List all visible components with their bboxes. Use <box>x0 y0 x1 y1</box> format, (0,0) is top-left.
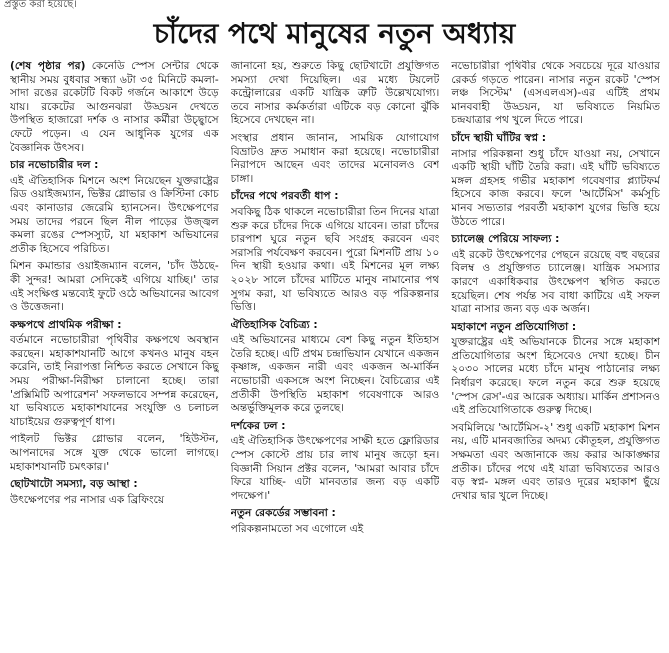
paragraph-text: পাইলট ভিক্টর গ্লোভার বলেন, 'হিউস্টন, আপনাদের সঙ্গে যুক্ত থেকে ভালো লাগছে। মহাকাশযানটি চমৎকার।' <box>10 433 219 473</box>
paragraph-text: সবকিছু ঠিক থাকলে নভোচারীরা তিন দিনের যাত্রা শুরু করে চাঁদের দিকে এগিয়ে যাবেন। তারা চাঁদের চারপাশ ঘুরে নতুন ছবি সংগ্রহ করবেন এবং সরাসরি পর্যবেক্ষণ করবেন। পুরো মিশনটি প্রায় ১০ দিন স্থায়ী হওয়ার কথা। এই মিশনের মূল লক্ষ্য ২০২৮ সালে চাঁদের মাটিতে মানুষ নামানোর পথ সুগম করা, যা ভবিষ্যতে আরও বড় পরিকল্পনার ভিত্তি। <box>230 205 440 314</box>
paragraph <box>451 60 660 128</box>
paragraph-text: সবমিলিয়ে 'আর্টেমিস-২' শুধু একটি মহাকাশ মিশন নয়, এটি মানবজাতির অদম্য কৌতূহল, প্রযুক্তিগত সক্ষমতা এবং অজানাকে জয় করার আকাঙ্ক্ষার প্রতীক। চাঁদের পথে এই যাত্রা ভবিষ্যতের আরও বড় স্বপ্ন- মঙ্গল এবং তারও দূরের মহাকাশ ছুঁয়ে দেখার দ্বার খুলে দিচ্ছে। <box>451 421 661 502</box>
paragraph <box>10 260 219 314</box>
paragraph <box>231 60 440 128</box>
subheading: কক্ষপথে প্রাথমিক পরীক্ষা : <box>10 318 122 331</box>
paragraph <box>451 249 660 317</box>
continued-from-label: (শেষ পৃষ্ঠার পর) <box>10 60 86 72</box>
paragraph-text: এই ঐতিহাসিক মিশনে অংশ নিয়েছেন যুক্তরাষ্ট্রের রিড ওয়াইজম্যান, ভিক্টর গ্লোভার ও ক্রিস্টিনা কোচ এবং কানাডার জেরেমি হ্যানসেন। উৎক্ষেপণের সময় তাদের পরনে ছিল নীল পাড়ের উজ্জ্বল কমলা রঙের স্পেসস্যুট, যা মহাকাশ অভিযানের প্রতীক হিসেবে পরিচিত। <box>10 174 219 255</box>
subheading: চাঁদে স্থায়ী ঘাঁটির স্বপ্ন : <box>451 131 546 144</box>
previous-article-text: প্রস্তুত করা হয়েছে। <box>4 0 77 10</box>
subheading: নতুন রেকর্ডের সম্ভাবনা : <box>230 507 336 520</box>
column-2 <box>231 60 440 650</box>
subheading: ঐতিহাসিক বৈচিত্র্য : <box>230 318 318 331</box>
paragraph <box>10 60 219 155</box>
subheading: দর্শকের ঢল : <box>230 419 286 432</box>
paragraph-text: পরিকল্পনামতো সব এগোলে এই <box>230 523 364 535</box>
subheading: চ্যালেঞ্জ পেরিয়ে সাফল্য : <box>451 233 560 246</box>
paragraph-text: নাসার পরিকল্পনা শুধু চাঁদে যাওয়া নয়, সেখানে একটি স্থায়ী ঘাঁটি তৈরি করা। এই ঘাঁটি ভবিষ্যতে মঙ্গল গ্রহসহ গভীর মহাকাশ গবেষণার প্ল্যাটফর্ম হিসেবে কাজ করবে। ফলে 'আর্টেমিস' কর্মসূচি মানব সভ্যতার পরবর্তী মহাকাশ যুগের ভিত্তি হয়ে উঠতে পারে। <box>451 147 661 228</box>
paragraph-text: যুক্তরাষ্ট্রের এই অভিযানকে চীনের সঙ্গে মহাকাশ প্রতিযোগিতার অংশ হিসেবেও দেখা হচ্ছে। চীন ২০৩০ সালের মধ্যে চাঁদে মানুষ পাঠানোর লক্ষ্য নির্ধারণ করেছে। ফলে নতুন করে শুরু হয়েছে 'স্পেস রেস'-এর আরেক অধ্যায়। মার্কিন প্রশাসনও এই প্রতিযোগিতাকে গুরুত্ব দিচ্ছে। <box>451 336 661 417</box>
paragraph <box>231 435 440 503</box>
paragraph <box>451 422 660 504</box>
paragraph-text: বর্তমানে নভোচারীরা পৃথিবীর কক্ষপথে অবস্থান করছেন। মহাকাশযানটি আগে কখনও মানুষ বহন করেনি, তাই নিরাপত্তা নিশ্চিত করতে সেখানে কিছু সময় পরীক্ষা-নিরীক্ষা চালানো হচ্ছে। তারা 'প্রক্সিমিটি অপারেশন' সফলভাবে সম্পন্ন করেছেন, যা ভবিষ্যতে মহাকাশযানের সংযুক্তি ও চলাচল যাচাইয়ের গুরুত্বপূর্ণ ধাপ। <box>10 334 219 428</box>
paragraph-text: উৎক্ষেপণের পর নাসার এক ব্রিফিংয়ে <box>10 493 165 506</box>
paragraph-text: এই রকেট উৎক্ষেপণের পেছনে রয়েছে বহু বছরের বিলম্ব ও প্রযুক্তিগত চ্যালেঞ্জ। যান্ত্রিক সমস্যার কারণে একাধিকবার উৎক্ষেপণ স্থগিত করতে হয়েছিল। শেষ পর্যন্ত সব বাধা কাটিয়ে এই সফল যাত্রা নাসার জন্য বড় এক অর্জন। <box>451 248 661 316</box>
paragraph <box>10 494 219 508</box>
paragraph <box>231 206 440 315</box>
paragraph <box>231 334 440 416</box>
paragraph-text: এই ঐতিহাসিক উৎক্ষেপণের সাক্ষী হতে ফ্লোরিডার স্পেস কোস্টে প্রায় চার লাখ মানুষ জড়ো হন। বিজ্ঞানী সিয়ান প্রক্টর বলেন, 'আমরা আবার চাঁদে ফিরে যাচ্ছি- এটা মানবতার জন্য বড় একটি পদক্ষেপ।' <box>230 435 440 502</box>
previous-article-fragment <box>0 0 669 12</box>
paragraph-text: নভোচারীরা পৃথিবীর থেকে সবচেয়ে দূরে যাওয়ার রেকর্ড গড়তে পারেন। নাসার নতুন রকেট 'স্পেস লঞ্চ সিস্টেম' (এসএলএস)-এর এটিই প্রথম মানববাহী উড্ডয়ন, যা ভবিষ্যতে নিয়মিত চন্দ্রযাত্রার পথ খুলে দিতে পারে। <box>451 60 661 127</box>
subheading: চার নভোচারীর দল : <box>10 159 99 172</box>
paragraph-text: এই অভিযানের মাধ্যমে বেশ কিছু নতুন ইতিহাস তৈরি হচ্ছে। এটি প্রথম চন্দ্রাভিযান যেখানে একজন কৃষ্ণাঙ্গ, একজন নারী এবং একজন অ-মার্কিন নভোচারী একসঙ্গে অংশ নিচ্ছেন। বৈচিত্র্যের এই প্রতীকী উপস্থিতি মহাকাশ গবেষণাকে আরও অন্তর্ভুক্তিমূলক করে তুলছে। <box>230 334 440 415</box>
subheading: মহাকাশে নতুন প্রতিযোগিতা : <box>451 320 577 333</box>
paragraph <box>451 336 660 418</box>
article-body <box>10 60 660 650</box>
paragraph <box>10 334 219 429</box>
paragraph <box>231 523 440 537</box>
paragraph <box>10 175 219 257</box>
paragraph-text: কেনেডি স্পেস সেন্টার থেকে স্থানীয় সময় বুধবার সন্ধ্যা ৬টা ৩৫ মিনিটে কমলা-সাদা রঙের রকেটটি বিকট গর্জনে আকাশে উড়ে যায়। রকেটের আগুনঝরা উড্ডয়ন দেখতে উপস্থিত হাজারো দর্শক ও নাসার কর্মীরা উচ্ছ্বাসে ফেটে পড়েন। এ যেন আধুনিক যুগের এক বৈজ্ঞানিক উৎসব। <box>10 60 219 154</box>
paragraph <box>451 148 660 230</box>
column-3 <box>451 60 660 650</box>
article-headline: চাঁদের পথে মানুষের নতুন অধ্যায় <box>153 17 516 50</box>
column-1 <box>10 60 219 650</box>
subheading: ছোটখাটো সমস্যা, বড় আস্থা : <box>10 478 138 491</box>
paragraph-text: জানানো হয়, শুরুতে কিছু ছোটখাটো প্রযুক্তিগত সমস্যা দেখা দিয়েছিল। এর মধ্যে টয়লেট কন্ট্রোলারের একটি যান্ত্রিক ত্রুটি উল্লেখযোগ্য। তবে নাসার কর্মকর্তারা এটিকে বড় কোনো ঝুঁকি হিসেবে দেখছেন না। <box>230 60 440 127</box>
paragraph <box>231 132 440 186</box>
paragraph-text: সংস্থার প্রধান জানান, সাময়িক যোগাযোগ বিভ্রাটও দ্রুত সমাধান করা হয়েছে। নভোচারীরা নিরাপদে আছেন এবং তাদের মনোবলও বেশ চাঙ্গা। <box>230 131 440 185</box>
paragraph-text: মিশন কমান্ডার ওয়াইজম্যান বলেন, 'চাঁদ উঠছে- কী সুন্দর! আমরা সেদিকেই এগিয়ে যাচ্ছি।' তার এই সংক্ষিপ্ত মন্তব্যেই ফুটে ওঠে অভিযানের আবেগ ও উত্তেজনা। <box>10 260 219 314</box>
paragraph <box>10 433 219 474</box>
subheading: চাঁদের পথে পরবর্তী ধাপ : <box>230 190 339 203</box>
